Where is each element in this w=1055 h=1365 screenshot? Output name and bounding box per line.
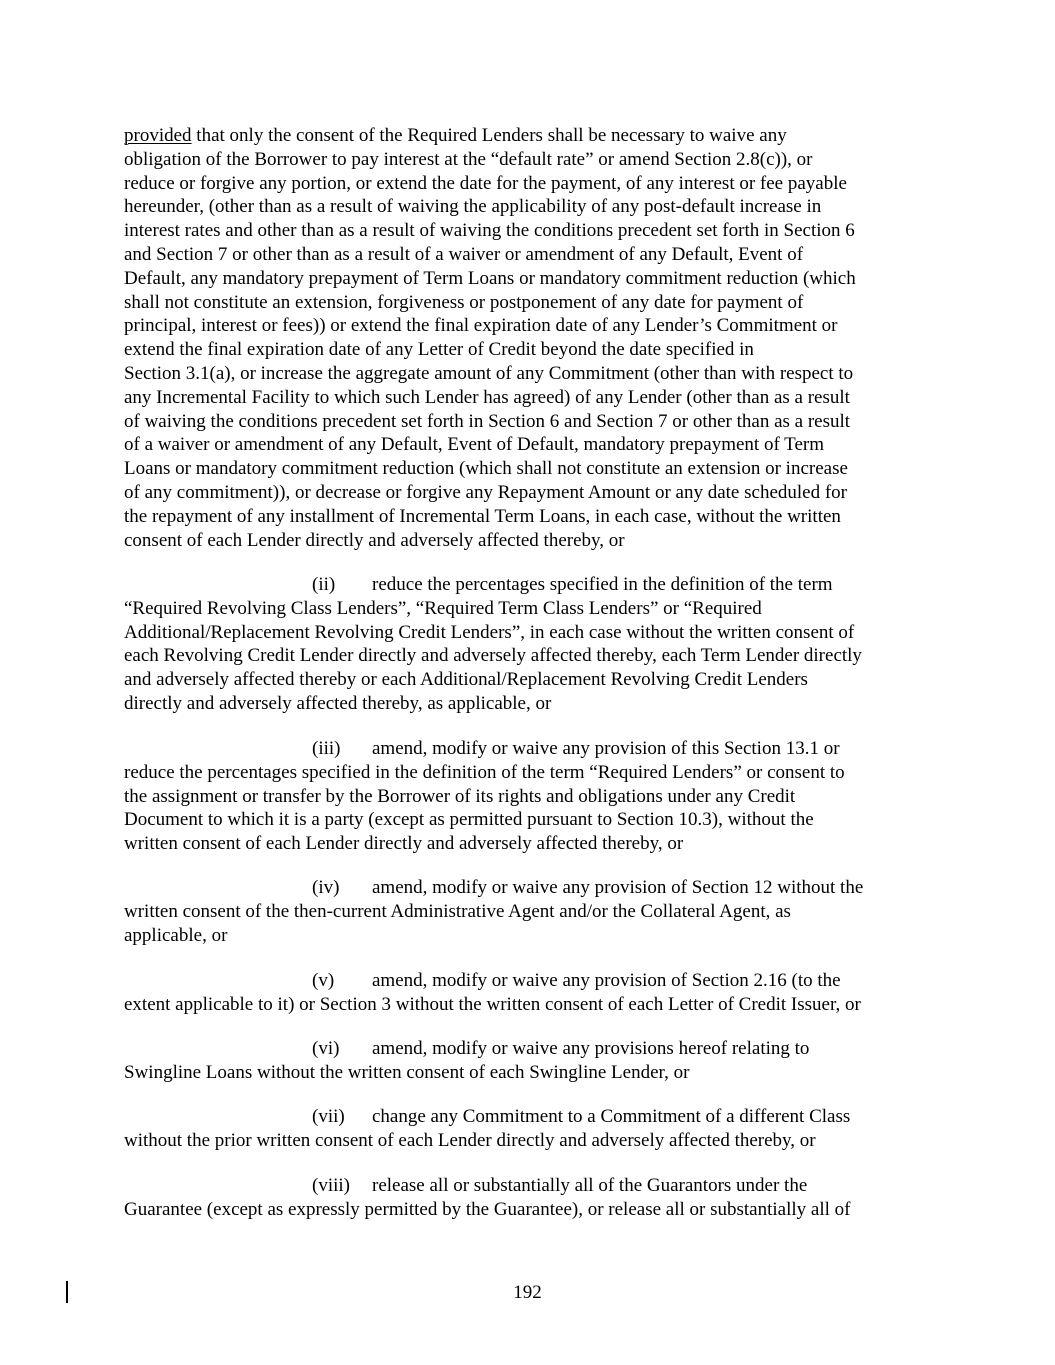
- paragraph-line: Section 3.1(a), or increase the aggregate amount of any Commitment (other than with respect to: [124, 362, 854, 384]
- paragraph-line: of any commitment)), or decrease or forgive any Repayment Amount or any date scheduled for: [124, 481, 847, 503]
- clause-vii: (vii) change any Commitment to a Commitment of a different Class without the prior written consent of each Lender directly and adversely affected thereby, or: [124, 1105, 924, 1153]
- paragraph-line: provided that only the consent of the Required Lenders shall be necessary to waive any: [124, 125, 787, 146]
- paragraph-line: obligation of the Borrower to pay interest at the “default rate” or amend Section 2.8(c)), or: [124, 148, 813, 170]
- paragraph-line: interest rates and other than as a result of waiving the conditions precedent set forth in Section 6: [124, 220, 855, 242]
- clause-number: (vii): [312, 1106, 345, 1127]
- page-number: 192: [513, 1282, 542, 1303]
- continuation-paragraph: [124, 124, 924, 552]
- clause-vi: (vi) amend, modify or waive any provisions hereof relating to Swingline Loans without the written consent of each Swingline Lender, or: [124, 1037, 924, 1085]
- paragraph-line: principal, interest or fees)) or extend the final expiration date of any Lender’s Commitment or: [124, 315, 838, 337]
- clause-iv: (iv) amend, modify or waive any provision of Section 12 without the written consent of the then-current Administrative Agent and/or the Collateral Agent, as applicable, or: [124, 876, 924, 947]
- clause-iii: (iii) amend, modify or waive any provision of this Section 13.1 or reduce the percentages specified in the definition of the term “Required Lenders” or consent to the assignment or transfer by the Borrower of its rights and obligations under any Credit Document to which it is a party (except as permitted pursuant to Section 10.3), without the written consent of each Lender directly and adversely affected thereby, or: [124, 737, 924, 856]
- paragraph-line: of waiving the conditions precedent set forth in Section 6 and Section 7 or other than as a result: [124, 410, 851, 432]
- paragraph-line: “Required Revolving Class Lenders”, “Required Term Class Lenders” or “Required: [124, 597, 762, 619]
- clause-number: (iii): [312, 738, 341, 759]
- clause-viii: (viii) release all or substantially all of the Guarantors under the Guarantee (except as expressly permitted by the Guarantee), or release all or substantially all of: [124, 1174, 924, 1222]
- paragraph-line: Default, any mandatory prepayment of Term Loans or mandatory commitment reduction (which: [124, 267, 856, 289]
- paragraph-line: written consent of each Lender directly and adversely affected thereby, or: [124, 833, 684, 855]
- paragraph-line: Guarantee (except as expressly permitted by the Guarantee), or release all or substantially all of: [124, 1198, 851, 1220]
- paragraph-line: and adversely affected thereby or each Additional/Replacement Revolving Credit Lenders: [124, 669, 808, 691]
- paragraph-line: the repayment of any installment of Incremental Term Loans, in each case, without the written: [124, 505, 841, 527]
- paragraph-line: extent applicable to it) or Section 3 without the written consent of each Letter of Credit Issuer, or: [124, 993, 861, 1015]
- clause-ii: (ii) reduce the percentages specified in the definition of the term “Required Revolving Class Lenders”, “Required Term Class Lenders” or “Required Additional/Replacement Revolving Credit Lenders”, in each case without the written consent of each Revolving Credit Lender directly and adversely affected thereby, each Term Lender directly and adversely affected thereby or each Additional/Replacement Revolving Credit Lenders directly and adversely affected thereby, as applicable, or: [124, 573, 924, 716]
- paragraph-line: reduce the percentages specified in the definition of the term “Required Lenders” or consent to: [124, 761, 845, 783]
- paragraph-line: any Incremental Facility to which such Lender has agreed) of any Lender (other than as a result: [124, 386, 850, 408]
- clause-v: (v) amend, modify or waive any provision of Section 2.16 (to the extent applicable to it) or Section 3 without the written consent of each Letter of Credit Issuer, or: [124, 969, 924, 1017]
- paragraph-line: reduce or forgive any portion, or extend the date for the payment, of any interest or fee payable: [124, 172, 847, 194]
- paragraph-line: each Revolving Credit Lender directly and adversely affected thereby, each Term Lender directly: [124, 645, 862, 667]
- provided-term: provided: [124, 125, 192, 146]
- clause-number: (vi): [312, 1038, 340, 1059]
- paragraph-line: of a waiver or amendment of any Default, Event of Default, mandatory prepayment of Term: [124, 434, 825, 456]
- paragraph-line: directly and adversely affected thereby, as applicable, or: [124, 692, 552, 714]
- paragraph-line: written consent of the then-current Administrative Agent and/or the Collateral Agent, as: [124, 900, 791, 922]
- paragraph-line: Loans or mandatory commitment reduction (which shall not constitute an extension or increase: [124, 458, 848, 480]
- paragraph-line: and Section 7 or other than as a result of a waiver or amendment of any Default, Event of: [124, 243, 804, 265]
- clause-number: (ii): [312, 574, 336, 595]
- paragraph-line: Document to which it is a party (except as permitted pursuant to Section 10.3), without the: [124, 809, 814, 831]
- clause-number: (viii): [312, 1175, 350, 1196]
- clause-number: (iv): [312, 877, 340, 898]
- paragraph-line: Swingline Loans without the written consent of each Swingline Lender, or: [124, 1061, 690, 1083]
- paragraph-line: extend the final expiration date of any Letter of Credit beyond the date specified in: [124, 339, 754, 361]
- paragraph-line: without the prior written consent of each Lender directly and adversely affected thereby, or: [124, 1129, 816, 1151]
- paragraph-line: the assignment or transfer by the Borrower of its rights and obligations under any Credit: [124, 785, 796, 807]
- paragraph-line: shall not constitute an extension, forgiveness or postponement of any date for payment of: [124, 291, 804, 313]
- clause-number: (v): [312, 970, 335, 991]
- paragraph-line: consent of each Lender directly and adversely affected thereby, or: [124, 529, 625, 551]
- paragraph-line: hereunder, (other than as a result of waiving the applicability of any post-default increase in: [124, 196, 822, 218]
- paragraph-line: applicable, or: [124, 924, 228, 946]
- paragraph-line: Additional/Replacement Revolving Credit Lenders”, in each case without the written consent of: [124, 621, 855, 643]
